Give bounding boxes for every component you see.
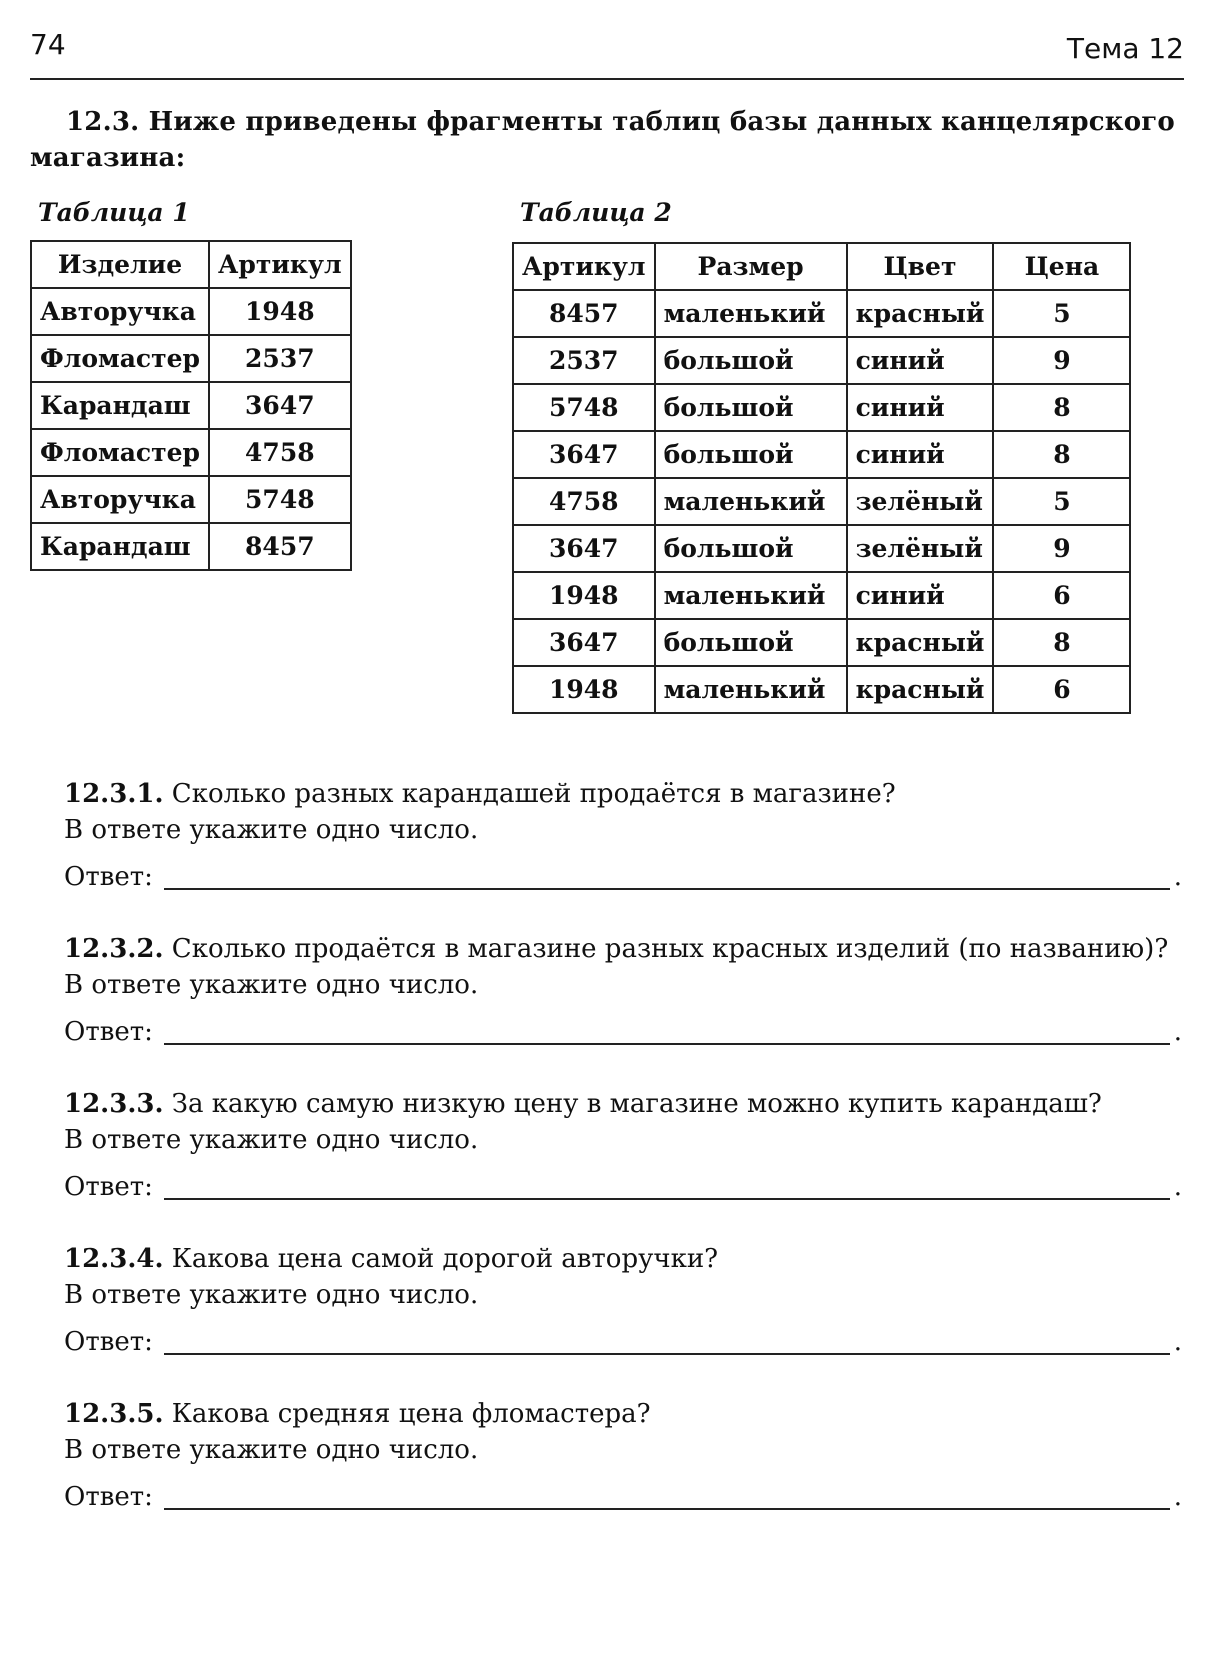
question-12-3-4 bbox=[64, 1241, 1184, 1313]
table2-caption: Таблица 2 bbox=[520, 198, 672, 227]
table-cell: большой bbox=[655, 525, 847, 572]
table-cell: маленький bbox=[655, 572, 847, 619]
question-12-3-1 bbox=[64, 776, 1184, 848]
table-cell: большой bbox=[655, 619, 847, 666]
table-row bbox=[513, 572, 1130, 619]
table-cell: 3647 bbox=[513, 619, 655, 666]
topic-title: Тема 12 bbox=[1066, 32, 1184, 65]
table-cell: 8 bbox=[993, 384, 1130, 431]
table-cell: 4758 bbox=[513, 478, 655, 525]
table-cell: большой bbox=[655, 431, 847, 478]
answer-period: . bbox=[1173, 1482, 1182, 1512]
answer-period: . bbox=[1173, 1327, 1182, 1357]
question-number: 12.3.2. bbox=[64, 934, 164, 964]
answer-period: . bbox=[1173, 1172, 1182, 1202]
table-cell: красный bbox=[847, 290, 994, 337]
table-row bbox=[513, 619, 1130, 666]
table2-header-cell: Размер bbox=[655, 243, 847, 290]
table-cell: 9 bbox=[993, 525, 1130, 572]
table2-header-cell: Цена bbox=[993, 243, 1130, 290]
table-row bbox=[513, 431, 1130, 478]
table-row bbox=[31, 429, 351, 476]
table-cell: синий bbox=[847, 384, 994, 431]
answer-label: Ответ: bbox=[64, 1172, 153, 1202]
table-cell: зелёный bbox=[847, 525, 994, 572]
table-cell: 6 bbox=[993, 572, 1130, 619]
table-cell: синий bbox=[847, 572, 994, 619]
table1-header-cell: Изделие bbox=[31, 241, 209, 288]
table1-caption: Таблица 1 bbox=[38, 198, 190, 227]
answer-field[interactable] bbox=[164, 1043, 1170, 1045]
table-cell: 4758 bbox=[209, 429, 351, 476]
question-12-3-5 bbox=[64, 1396, 1184, 1468]
answer-field[interactable] bbox=[164, 1198, 1170, 1200]
task-intro bbox=[30, 104, 1184, 176]
question-number: 12.3.3. bbox=[64, 1089, 164, 1119]
table-cell: 1948 bbox=[513, 666, 655, 713]
table2-header-cell: Цвет bbox=[847, 243, 994, 290]
table-cell: 8457 bbox=[513, 290, 655, 337]
table-cell: маленький bbox=[655, 290, 847, 337]
question-text: Сколько разных карандашей продаётся в магазине? bbox=[171, 779, 896, 809]
answer-row-12-3-2 bbox=[64, 1017, 1184, 1053]
table-cell: 8 bbox=[993, 431, 1130, 478]
table-cell: 5748 bbox=[209, 476, 351, 523]
table-cell: Фломастер bbox=[31, 335, 209, 382]
question-text: Сколько продаётся в магазине разных красных изделий (по названию)? bbox=[171, 934, 1169, 964]
table-cell: Авторучка bbox=[31, 288, 209, 335]
table-row bbox=[513, 337, 1130, 384]
page-number: 74 bbox=[30, 28, 66, 61]
question-12-3-3 bbox=[64, 1086, 1184, 1158]
table-cell: зелёный bbox=[847, 478, 994, 525]
table-cell: Фломастер bbox=[31, 429, 209, 476]
table-row bbox=[513, 384, 1130, 431]
table1-header-cell: Артикул bbox=[209, 241, 351, 288]
answer-field[interactable] bbox=[164, 1508, 1170, 1510]
page-header bbox=[30, 20, 1184, 80]
answer-row-12-3-3 bbox=[64, 1172, 1184, 1208]
table-cell: красный bbox=[847, 666, 994, 713]
answer-row-12-3-5 bbox=[64, 1482, 1184, 1518]
table-row bbox=[31, 523, 351, 570]
answer-period: . bbox=[1173, 862, 1182, 892]
table-cell: 2537 bbox=[513, 337, 655, 384]
table-cell: синий bbox=[847, 337, 994, 384]
question-12-3-2 bbox=[64, 931, 1184, 1003]
table-cell: 5748 bbox=[513, 384, 655, 431]
question-number: 12.3.1. bbox=[64, 779, 164, 809]
question-hint: В ответе укажите одно число. bbox=[64, 815, 479, 845]
table-cell: 6 bbox=[993, 666, 1130, 713]
answer-label: Ответ: bbox=[64, 1327, 153, 1357]
answer-field[interactable] bbox=[164, 888, 1170, 890]
table-row bbox=[513, 290, 1130, 337]
table-cell: Карандаш bbox=[31, 382, 209, 429]
table-cell: 5 bbox=[993, 290, 1130, 337]
question-hint: В ответе укажите одно число. bbox=[64, 970, 479, 1000]
table-row bbox=[31, 476, 351, 523]
table-cell: Авторучка bbox=[31, 476, 209, 523]
table-cell: 8 bbox=[993, 619, 1130, 666]
table-cell: большой bbox=[655, 384, 847, 431]
question-number: 12.3.4. bbox=[64, 1244, 164, 1274]
table-cell: 3647 bbox=[513, 431, 655, 478]
answer-row-12-3-1 bbox=[64, 862, 1184, 898]
table-cell: 9 bbox=[993, 337, 1130, 384]
table-row bbox=[31, 335, 351, 382]
table-cell: 8457 bbox=[209, 523, 351, 570]
answer-label: Ответ: bbox=[64, 1482, 153, 1512]
table-cell: маленький bbox=[655, 666, 847, 713]
answer-row-12-3-4 bbox=[64, 1327, 1184, 1363]
table-row bbox=[513, 666, 1130, 713]
table-row bbox=[31, 382, 351, 429]
question-hint: В ответе укажите одно число. bbox=[64, 1280, 479, 1310]
task-intro-text: Ниже приведены фрагменты таблиц базы данных канцелярского магазина: bbox=[30, 107, 1175, 173]
answer-period: . bbox=[1173, 1017, 1182, 1047]
answer-label: Ответ: bbox=[64, 1017, 153, 1047]
table1 bbox=[30, 240, 352, 571]
table2 bbox=[512, 242, 1131, 714]
table2-header-row bbox=[513, 243, 1130, 290]
question-text: За какую самую низкую цену в магазине можно купить карандаш? bbox=[171, 1089, 1102, 1119]
table-cell: 1948 bbox=[513, 572, 655, 619]
table-cell: 3647 bbox=[513, 525, 655, 572]
table-cell: Карандаш bbox=[31, 523, 209, 570]
table-cell: красный bbox=[847, 619, 994, 666]
table-cell: 5 bbox=[993, 478, 1130, 525]
table-row bbox=[513, 478, 1130, 525]
table-cell: 1948 bbox=[209, 288, 351, 335]
table-cell: маленький bbox=[655, 478, 847, 525]
question-number: 12.3.5. bbox=[64, 1399, 164, 1429]
table-row bbox=[31, 288, 351, 335]
question-hint: В ответе укажите одно число. bbox=[64, 1125, 479, 1155]
task-number: 12.3. bbox=[66, 107, 140, 137]
table-cell: синий bbox=[847, 431, 994, 478]
question-text: Какова средняя цена фломастера? bbox=[171, 1399, 651, 1429]
question-hint: В ответе укажите одно число. bbox=[64, 1435, 479, 1465]
answer-field[interactable] bbox=[164, 1353, 1170, 1355]
table2-header-cell: Артикул bbox=[513, 243, 655, 290]
table-cell: большой bbox=[655, 337, 847, 384]
table-cell: 3647 bbox=[209, 382, 351, 429]
table-row bbox=[513, 525, 1130, 572]
answer-label: Ответ: bbox=[64, 862, 153, 892]
question-text: Какова цена самой дорогой авторучки? bbox=[171, 1244, 719, 1274]
table1-header-row bbox=[31, 241, 351, 288]
table-cell: 2537 bbox=[209, 335, 351, 382]
